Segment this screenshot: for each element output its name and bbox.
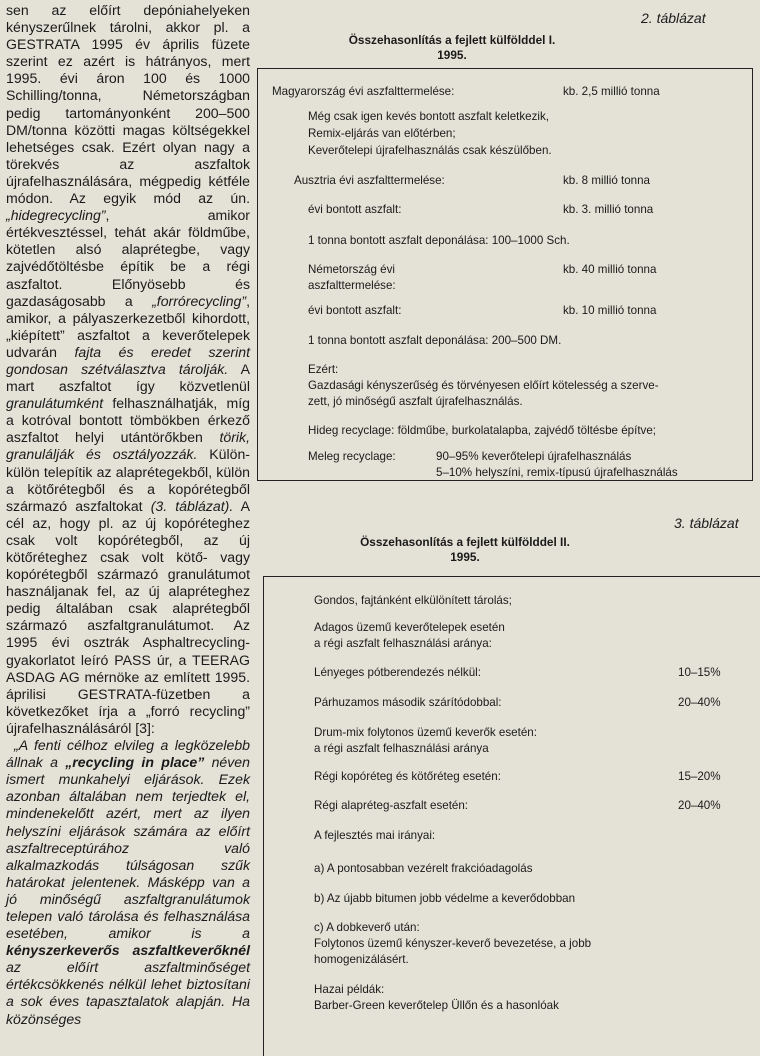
table3-row-value: 20–40%	[678, 696, 721, 709]
table2-row-label: Még csak igen kevés bontott aszfalt keletkezik,	[308, 110, 550, 123]
text-run: „forrórecycling”	[152, 292, 247, 309]
table2-caption	[282, 33, 622, 63]
table2-row-label: 1 tonna bontott aszfalt deponálása: 200–500 DM.	[308, 334, 562, 347]
text-run: „A fenti célhoz elvileg a legközelebb állnak a	[6, 737, 250, 771]
table3-row-label: a régi aszfalt felhasználási aránya:	[314, 637, 492, 650]
table2-row-value: kb. 2,5 millió tonna	[563, 85, 660, 98]
table3-row-label: a régi aszfalt felhasználási aránya	[314, 742, 489, 755]
table2-row-label: Hideg recyclage: földműbe, burkolatalapba, zajvédő töltésbe építve;	[308, 424, 657, 437]
table2-row-label: 1 tonna bontott aszfalt deponálása: 100–1000 Sch.	[308, 234, 570, 247]
text-run: A cél az, hogy pl. az új kopóréteghez csak volt kopórétegből, az új kötőréteghez csak volt kötő- vagy kopórétegből származó granulátumot használjanak fel, az új alapréteghez pedig általában csak alaprétegből származó aszfaltgranulátumot. Az 1995 évi osztrák Asphaltrecycling-gyakorlatot leíró PASS úr, a TEERAG ASDAG AG mérnöke az említett 1995. áprilisi GESTRATA-füzetben a következőket írja a „forró recycling” újrafelhasználásáról [3]:	[6, 497, 250, 736]
article-paragraph-quote	[6, 737, 250, 1028]
text-run: Külön-külön telepítik az alaprétegekből, külön a kötőrétegből és a kopórétegből származó aszfaltokat	[6, 446, 250, 514]
table2-row-label: aszfalttermelése:	[308, 279, 396, 292]
table2-row-value: kb. 8 millió tonna	[563, 174, 650, 187]
table3-row-label: Régi kopóréteg és kötőréteg esetén:	[314, 770, 501, 783]
table2-row-label: évi bontott aszfalt:	[308, 304, 402, 317]
table2-caption-title: Összehasonlítás a fejlett külfölddel I.	[348, 33, 556, 47]
text-run: felhasználhatják, míg a kotróval bontott tömbökben érkező aszfaltot helyi utántörőkben	[6, 395, 250, 446]
table3-row-label: a) A pontosabban vezérelt frakcióadagolás	[314, 862, 533, 875]
table3-row-label: Párhuzamos második szárítódobbal:	[314, 696, 502, 709]
table2-row-label: évi bontott aszfalt:	[308, 203, 402, 216]
table2-row-value: kb. 40 millió tonna	[563, 263, 657, 276]
table2-row-label: Remix-eljárás van előtérben;	[308, 127, 456, 140]
table3-row-value: 20–40%	[678, 799, 721, 812]
table3-row-label: c) A dobkeverő után:	[314, 921, 420, 934]
text-run: sen az előírt depóniahelyeken kényszerűlnek tárolni, akkor pl. a GESTRATA 1995 év április füzete szerint ez azért is hátrányos, mert 1995. évi áron 100 és 1000 Schilling/tonna, Németországban pedig tartományonként 200–500 DM/tonna közötti magas költségekkel lehetséges csak. Ezért olyan nagy a törekvés az aszfaltok újrafelhasználására, mégpedig kétféle módon. Az egyik mód az ún.	[6, 2, 250, 207]
table2-row-value: kb. 10 millió tonna	[563, 304, 657, 317]
table3-row-value: 10–15%	[678, 666, 721, 679]
table2-row-label: zett, jó minőségű aszfalt újrafelhasználás.	[308, 395, 523, 408]
table3-row-label: Folytonos üzemű kényszer-keverő bevezetése, a jobb	[314, 937, 592, 950]
text-run: granulátumként	[6, 395, 104, 412]
article-paragraph-1	[6, 2, 250, 737]
text-run: az előírt aszfaltminőséget értékcsökkenés nélkül lehet biztosítani a sok éves tapasztalatok alapján. Ha közönséges	[6, 959, 250, 1027]
table2-row-value: 90–95% keverőtelepi újrafelhasználás	[436, 450, 632, 463]
table3-row-label: Adagos üzemű keverőtelepek esetén	[314, 621, 505, 634]
table3-row-label: Drum-mix folytonos üzemű keverők esetén:	[314, 726, 537, 739]
table2-row-label: Meleg recyclage:	[308, 450, 396, 463]
table3-row-label: homogenizálásért.	[314, 953, 409, 966]
text-run: fajta és eredet szerint gondosan szétválasztva tárolják.	[6, 343, 250, 377]
table2-row-label: Magyarország évi aszfalttermelése:	[272, 85, 455, 98]
table2-box	[257, 68, 753, 481]
article-column	[6, 2, 250, 1028]
text-run: törik, granulálják és osztályozzák.	[6, 429, 250, 463]
table3-row-label: b) Az újabb bitumen jobb védelme a keverődobban	[314, 892, 576, 905]
table2-row-label: Gazdasági kényszerűség és törvényesen előírt kötelesség a szerve-	[308, 379, 659, 392]
table3-row-label: Gondos, fajtánként elkülönített tárolás;	[314, 594, 512, 607]
table3-row-label: Lényeges pótberendezés nélkül:	[314, 666, 481, 679]
table2-number: 2. táblázat	[641, 10, 706, 26]
text-run: „hidegrecycling”	[6, 207, 106, 224]
table3-box	[263, 576, 760, 1056]
text-run: (3. táblázat).	[150, 497, 234, 514]
table3-row-label: Hazai példák:	[314, 983, 385, 996]
table2-row-label: Németország évi	[308, 263, 395, 276]
table3-number: 3. táblázat	[674, 515, 739, 531]
table2-row-label: Ausztria évi aszfalttermelése:	[294, 174, 445, 187]
table3-caption	[295, 535, 635, 565]
table3-row-label: Régi alapréteg-aszfalt esetén:	[314, 799, 469, 812]
text-run: néven ismert munkahelyi eljárások. Ezek azonban általában nem terjedtek el, mindenekelőtt azért, mert az ilyen helyszíni eljárások számára az előírt aszfaltreceptúrához való alkalmazkodás túlságosan szűk határokat jelentenek. Másképp van a jó minőségű aszfaltgranulátumok telepen való tárolása és felhasználása esetében, amikor is a	[6, 754, 250, 942]
text-run: A mart aszfaltot így közvetlenül	[6, 360, 250, 395]
table3-caption-year: 1995.	[450, 550, 480, 564]
text-run: kényszerkeverős aszfaltkeverőknél	[6, 942, 250, 959]
table3-row-label: Barber-Green keverőtelep Üllőn és a hasonlóak	[314, 999, 559, 1012]
table2-row-value: 5–10% helyszíni, remix-típusú újrafelhasználás	[436, 466, 678, 479]
text-run: „recycling in place”	[65, 754, 205, 771]
text-run: , amikor értékvesztéssel, tehát akár földműbe, kötetlen alsó alaprétegbe, vagy zajvédőtöltésbe építik be a régi aszfaltot. Előnyösebb és gazdaságosabb a	[6, 207, 250, 309]
table3-caption-title: Összehasonlítás a fejlett külfölddel II.	[360, 535, 570, 549]
text-run: , amikor, a pályaszerkezetből kihordott, „kiépített” aszfaltot a keverőtelepek udvarán	[6, 292, 250, 360]
table3-row-label: A fejlesztés mai irányai:	[314, 829, 436, 842]
table2-row-label: Keverőtelepi újrafelhasználás csak készülőben.	[308, 144, 552, 157]
table3-row-value: 15–20%	[678, 770, 721, 783]
table2-row-label: Ezért:	[308, 363, 339, 376]
table2-caption-year: 1995.	[437, 48, 467, 62]
table2-row-value: kb. 3. millió tonna	[563, 203, 654, 216]
